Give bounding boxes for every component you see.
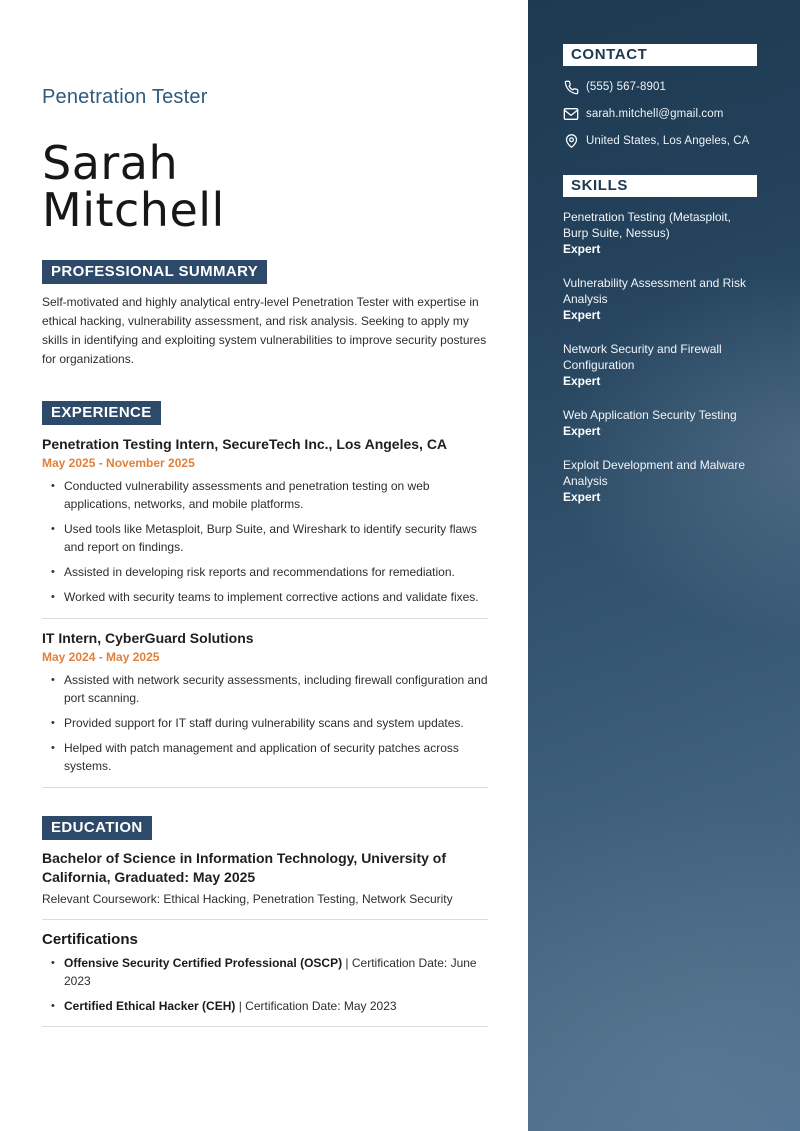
skill-level: Expert [563,374,601,388]
certification-name: Offensive Security Certified Professional (OSCP) [64,956,343,970]
contact-email-row [563,106,757,122]
main-column [42,0,488,1131]
sidebar [528,0,800,1131]
divider [42,1026,488,1027]
sidebar-heading-contact: CONTACT [563,44,757,66]
skill-level: Expert [563,424,601,438]
degree-line: Bachelor of Science in Information Technology, University of California, Graduated: May 2025 [42,850,446,885]
certification-detail: | Certification Date: June 2023 [64,956,477,988]
job-title-line: Penetration Testing Intern, SecureTech Inc., Los Angeles, CA [42,436,448,452]
skill-item [563,209,757,257]
skill-name: Network Security and Firewall Configuration [563,342,722,372]
job-title-line: IT Intern, CyberGuard Solutions [42,630,254,646]
job-dates: May 2024 - May 2025 [42,650,160,664]
job-bullet: • Conducted vulnerability assessments and penetration testing on web applications, networks, and mobile platforms. [42,477,488,513]
job-bullet: • Provided support for IT staff during vulnerability scans and system updates. [42,714,488,732]
location-text: United States, Los Angeles, CA [586,135,750,147]
skill-name: Vulnerability Assessment and Risk Analysis [563,276,746,306]
first-name: Sarah [42,136,179,190]
job-bullet: • Assisted in developing risk reports and recommendations for remediation. [42,563,488,581]
coursework-line: Relevant Coursework: Ethical Hacking, Penetration Testing, Network Security [42,892,453,906]
certification-detail: | Certification Date: May 2023 [235,999,397,1013]
location-pin-icon [563,133,579,149]
person-name [42,136,488,237]
email-address: sarah.mitchell@gmail.com [586,108,724,120]
sidebar-heading-skills: SKILLS [563,175,757,197]
skill-item [563,341,757,389]
job-bullet: • Assisted with network security assessments, including firewall configuration and port scanning. [42,671,488,707]
certifications-heading: Certifications [42,931,138,948]
skill-name: Web Application Security Testing [563,408,737,422]
job-bullet: • Worked with security teams to implement corrective actions and validate fixes. [42,588,488,606]
phone-icon [563,79,579,95]
job-bullet: • Helped with patch management and application of security patches across systems. [42,739,488,775]
job-bullet-list [42,671,488,775]
divider [42,618,488,619]
certification-name: Certified Ethical Hacker (CEH) [64,999,236,1013]
skill-item [563,457,757,505]
certification-item [42,997,488,1015]
experience-entry [42,435,488,606]
job-dates: May 2025 - November 2025 [42,456,195,470]
contact-list [563,79,757,149]
skill-name: Exploit Development and Malware Analysis [563,458,746,488]
divider [42,919,488,920]
summary-text: Self-motivated and highly analytical entry-level Penetration Tester with expertise in ethical hacking, vulnerability assessment, and risk analysis. Seeking to apply my skills in identifying and exploiting system vulnerabilities to improve security postures for organizations. [42,295,487,366]
contact-location-row [563,133,757,149]
job-bullet: • Used tools like Metasploit, Burp Suite, and Wireshark to identify security flaws and report on findings. [42,520,488,556]
phone-number: (555) 567-8901 [586,81,667,93]
last-name: Mitchell [42,183,225,237]
job-title: Penetration Tester [42,86,208,108]
skill-item [563,275,757,323]
mail-icon [563,106,579,122]
skill-level: Expert [563,490,601,504]
certification-list [42,954,488,1015]
certification-item [42,954,488,990]
skills-list [563,209,757,505]
experience-entry [42,629,488,775]
section-heading-experience: EXPERIENCE [42,401,161,425]
divider [42,787,488,788]
job-bullet-list [42,477,488,606]
section-heading-professional-summary: PROFESSIONAL SUMMARY [42,260,267,284]
contact-phone-row [563,79,757,95]
skill-name: Penetration Testing (Metasploit, Burp Suite, Nessus) [563,210,731,240]
section-heading-education: EDUCATION [42,816,152,840]
skill-item [563,407,757,439]
skill-level: Expert [563,242,601,256]
skill-level: Expert [563,308,601,322]
